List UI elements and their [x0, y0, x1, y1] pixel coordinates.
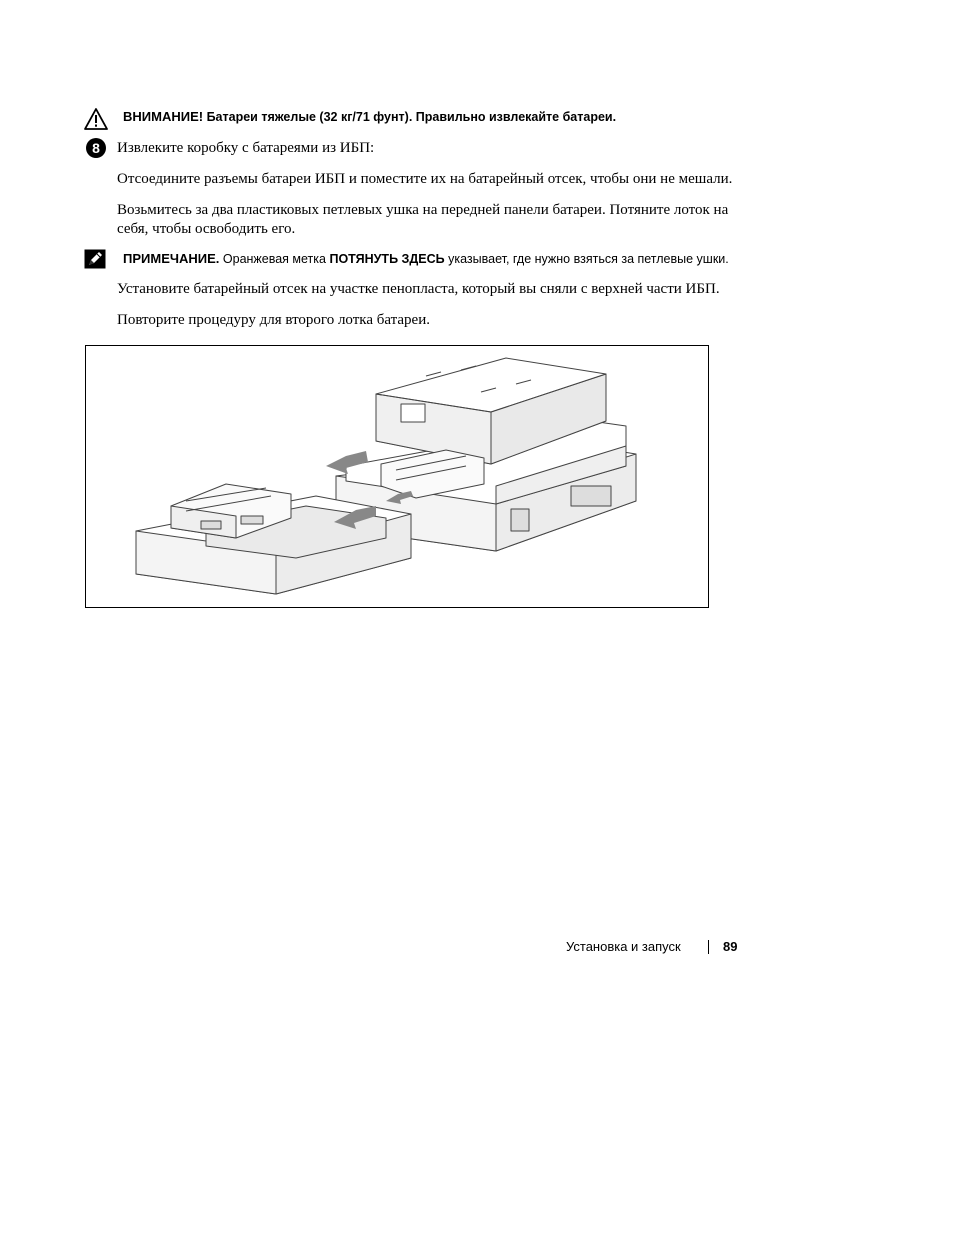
footer-page-number: 89 [723, 939, 738, 954]
note-text-after: указывает, где нужно взяться за петлевые ушки. [448, 252, 729, 266]
step-paragraph-4: Повторите процедуру для второго лотка батареи. [117, 312, 430, 328]
warning-text [123, 109, 616, 125]
note-text-before: Оранжевая метка [222, 252, 326, 266]
warning-icon [84, 108, 108, 130]
battery-removal-illustration [85, 345, 709, 608]
illustration-drawing [86, 346, 708, 607]
step-title: Извлеките коробку с батареями из ИБП: [117, 140, 375, 156]
note-emphasis: ПОТЯНУТЬ ЗДЕСЬ [329, 252, 445, 266]
note-label: ПРИМЕЧАНИЕ. [123, 251, 220, 266]
step-paragraph-1: Отсоедините разъемы батареи ИБП и поместите их на батарейный отсек, чтобы они не мешали. [117, 171, 733, 187]
note-text [123, 251, 729, 267]
warning-message: Батареи тяжелые (32 кг/71 фунт). Правильно извлекайте батареи. [206, 110, 617, 124]
note-icon [84, 249, 106, 269]
footer-separator [708, 940, 709, 954]
footer-section-title: Установка и запуск [566, 939, 681, 954]
step-paragraph-3: Установите батарейный отсек на участке пенопласта, который вы сняли с верхней части ИБП. [117, 281, 720, 297]
step-number-badge: 8 [86, 138, 106, 158]
step-paragraph-2: Возьмитесь за два пластиковых петлевых ушка на передней панели батареи. Потяните лоток на себя, чтобы освободить его. [117, 202, 729, 237]
warning-label: ВНИМАНИЕ! [123, 109, 204, 124]
